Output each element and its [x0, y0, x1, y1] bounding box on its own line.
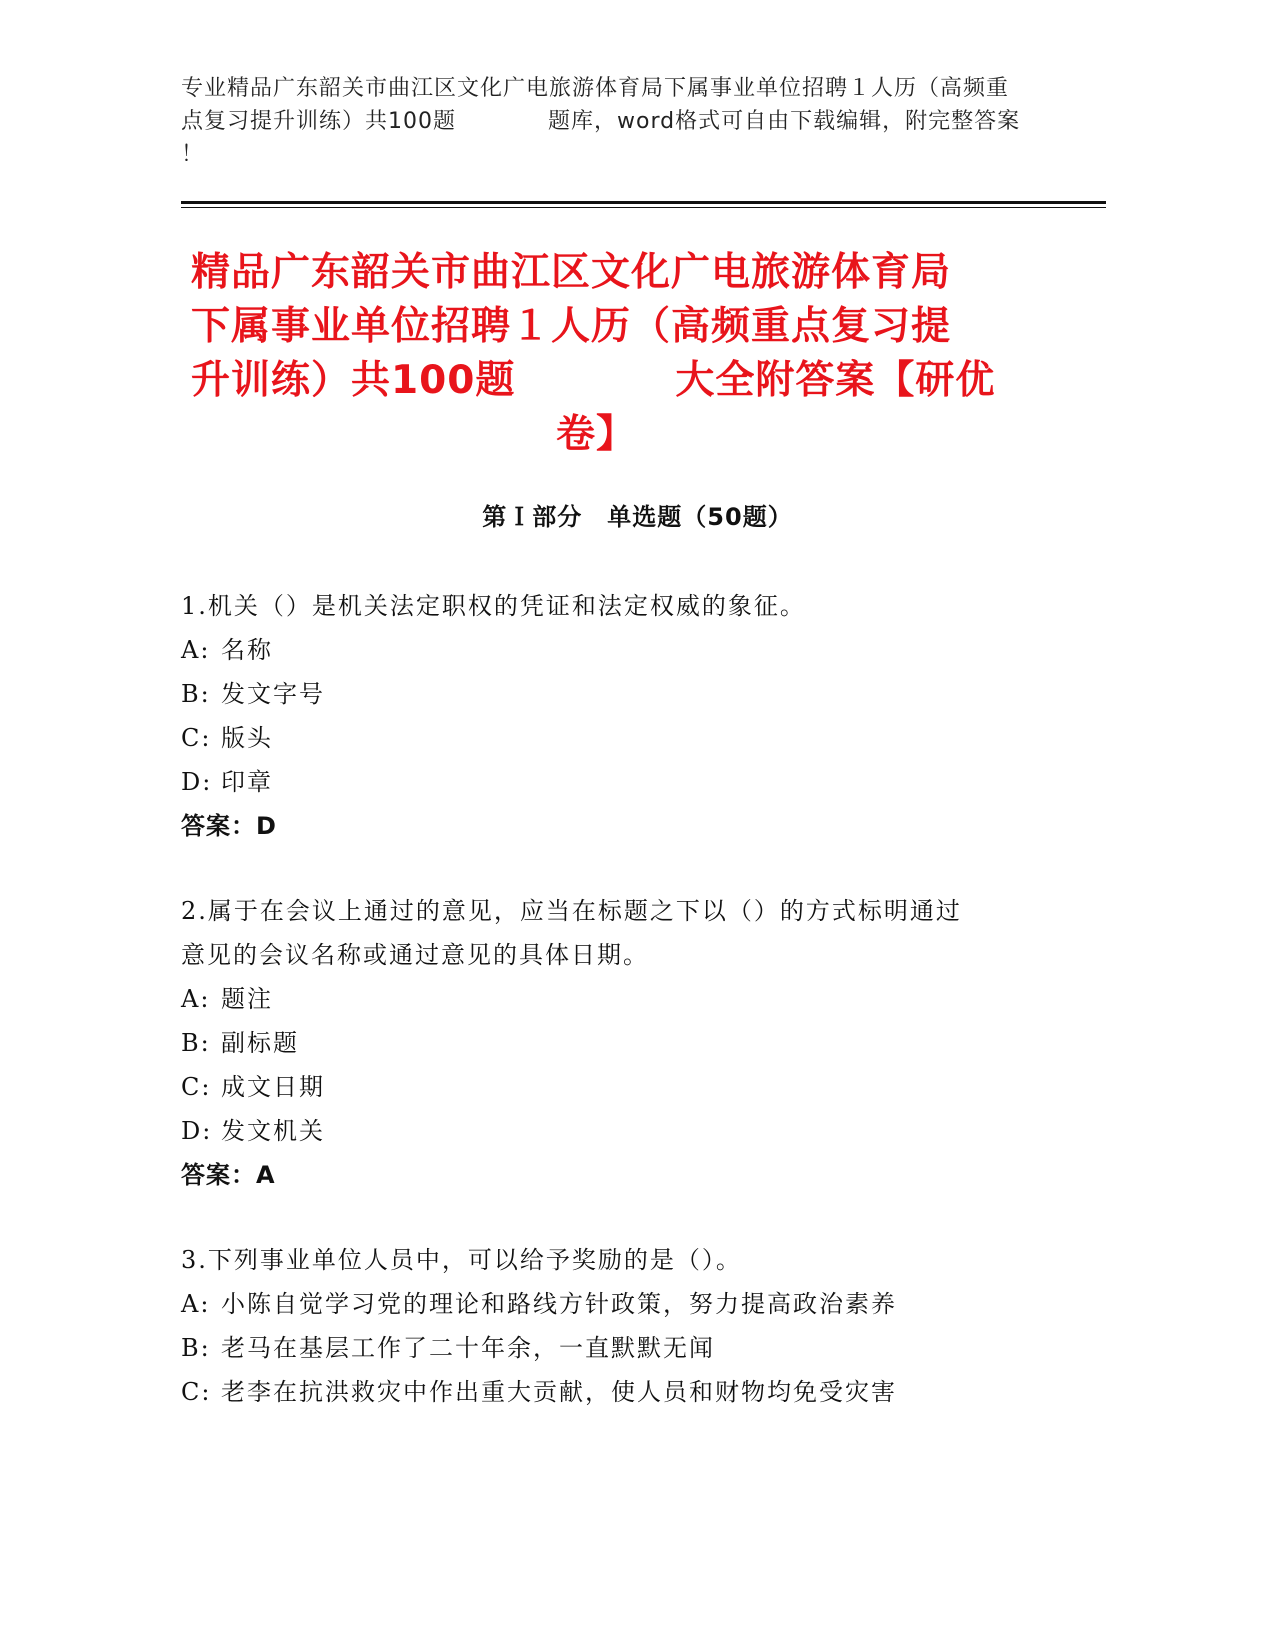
option-d	[181, 1109, 1081, 1153]
option-a	[181, 628, 1081, 672]
answer: 答案：D	[181, 812, 277, 840]
option-text: 老李在抗洪救灾中作出重大贡献，使人员和财物均免受灾害	[221, 1378, 897, 1406]
section-heading: 第Ｉ部分 单选题（50题）	[482, 503, 793, 531]
option-text: 名称	[221, 636, 273, 664]
option-label: B:	[181, 1334, 211, 1362]
option-label: D:	[181, 768, 213, 796]
option-label: C:	[181, 1073, 212, 1101]
option-label: A:	[181, 1290, 211, 1318]
answer: 答案：A	[181, 1161, 276, 1189]
header-line: 专业精品广东韶关市曲江区文化广电旅游体育局下属事业单位招聘１人历（高频重	[181, 76, 1010, 101]
option-text: 小陈自觉学习党的理论和路线方针政策，努力提高政治素养	[221, 1290, 897, 1318]
option-label: C:	[181, 724, 212, 752]
title-line: 卷】	[555, 412, 636, 457]
document-header	[181, 72, 1061, 171]
option-text: 成文日期	[221, 1073, 325, 1101]
option-text: 发文字号	[221, 680, 325, 708]
option-text: 副标题	[221, 1029, 299, 1057]
title-line: 下属事业单位招聘１人历（高频重点复习提	[191, 304, 952, 349]
option-text: 印章	[221, 768, 273, 796]
option-text: 发文机关	[221, 1117, 325, 1145]
option-text: 老马在基层工作了二十年余，一直默默无闻	[221, 1334, 715, 1362]
question-1	[181, 584, 1081, 848]
option-label: B:	[181, 680, 211, 708]
option-b	[181, 1326, 1081, 1370]
option-d	[181, 760, 1081, 804]
question-text: 3.下列事业单位人员中，可以给予奖励的是（）。	[181, 1246, 742, 1274]
option-c	[181, 716, 1081, 760]
option-b	[181, 1021, 1081, 1065]
question-3	[181, 1238, 1081, 1414]
option-label: C:	[181, 1378, 212, 1406]
option-a	[181, 977, 1081, 1021]
title-line: 升训练）共100题 大全附答案【研优	[191, 358, 996, 403]
question-text: 1.机关（）是机关法定职权的凭证和法定权威的象征。	[181, 592, 806, 620]
option-label: D:	[181, 1117, 213, 1145]
header-divider-thin	[181, 207, 1106, 208]
title-line: 精品广东韶关市曲江区文化广电旅游体育局	[191, 250, 952, 295]
question-text: 2.属于在会议上通过的意见，应当在标题之下以（）的方式标明通过	[181, 897, 962, 925]
option-label: A:	[181, 985, 211, 1013]
option-label: B:	[181, 1029, 211, 1057]
option-c	[181, 1065, 1081, 1109]
option-text: 题注	[221, 985, 273, 1013]
header-line: 点复习提升训练）共100题 题库，word格式可自由下载编辑，附完整答案	[181, 109, 1021, 134]
header-line: ！	[181, 142, 205, 167]
option-b	[181, 672, 1081, 716]
option-c	[181, 1370, 1081, 1414]
header-divider-thick	[181, 201, 1106, 204]
question-text: 意见的会议名称或通过意见的具体日期。	[181, 941, 649, 969]
document-title	[191, 246, 1031, 462]
option-a	[181, 1282, 1081, 1326]
option-text: 版头	[221, 724, 273, 752]
question-2	[181, 889, 1081, 1197]
option-label: A:	[181, 636, 211, 664]
